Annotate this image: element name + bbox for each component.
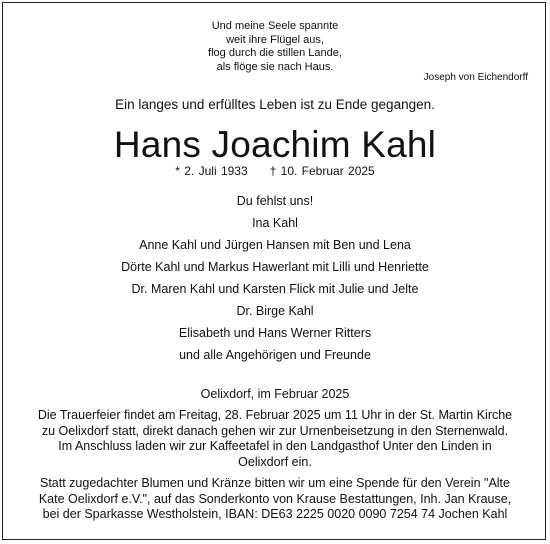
- funeral-info: [10, 408, 540, 470]
- poem-line: weit ihre Flügel aus,: [226, 33, 324, 46]
- deceased-name: Hans Joachim Kahl: [113, 124, 437, 165]
- mourner-line: Du fehlst uns!: [236, 194, 314, 208]
- mourner-line: Elisabeth und Hans Werner Ritters: [178, 326, 372, 340]
- mourner-line: Dörte Kahl und Markus Hawerlant mit Lilli und Henriette: [121, 260, 429, 274]
- poem-author: Joseph von Eichendorff: [423, 72, 528, 83]
- poem-line: Und meine Seele spannte: [211, 20, 339, 32]
- place-date: Oelixdorf, im Februar 2025: [200, 387, 350, 401]
- funeral-line: Im Anschluss laden wir zur Kaffeetafel in den Landgasthof Unter den Linden in: [58, 439, 492, 453]
- mourner-line: Ina Kahl: [252, 216, 298, 230]
- poem: [0, 20, 550, 74]
- donation-line: Statt zugedachter Blumen und Kränze bitten wir um eine Spende für den Verein "Alte: [39, 476, 510, 490]
- funeral-line: Oelixdorf ein.: [238, 454, 312, 469]
- life-dates: [0, 164, 550, 178]
- funeral-line: Die Trauerfeier findet am Freitag, 28. Februar 2025 um 11 Uhr in der St. Martin Kirche: [37, 408, 513, 422]
- poem-line: als flöge sie nach Haus.: [216, 60, 334, 73]
- mourner-line: Anne Kahl und Jürgen Hansen mit Ben und Lena: [139, 238, 411, 252]
- donation-line: Kate Oelixdorf e.V.", auf das Sonderkonto von Krause Bestattungen, Inh. Jan Krause,: [38, 491, 512, 506]
- death-date: † 10. Februar 2025: [269, 164, 375, 178]
- mourner-line: Dr. Maren Kahl und Karsten Flick mit Julie und Jelte: [131, 282, 419, 296]
- mourner-line: Dr. Birge Kahl: [236, 304, 314, 318]
- funeral-line: zu Oelixdorf statt, direkt danach gehen wir zur Urnenbeisetzung in den Sternenwald.: [41, 423, 509, 438]
- mourners-list: [0, 194, 550, 370]
- birth-date: * 2. Juli 1933: [175, 164, 248, 178]
- poem-line: flog durch die stillen Lande,: [208, 47, 342, 60]
- mourner-line: und alle Angehörigen und Freunde: [179, 348, 371, 362]
- donation-line: bei der Sparkasse Westholstein, IBAN: DE63 2225 0020 0090 7254 74 Jochen Kahl: [42, 507, 508, 521]
- intro-text: Ein langes und erfülltes Leben ist zu Ende gegangen.: [115, 97, 435, 112]
- donation-info: [10, 476, 540, 523]
